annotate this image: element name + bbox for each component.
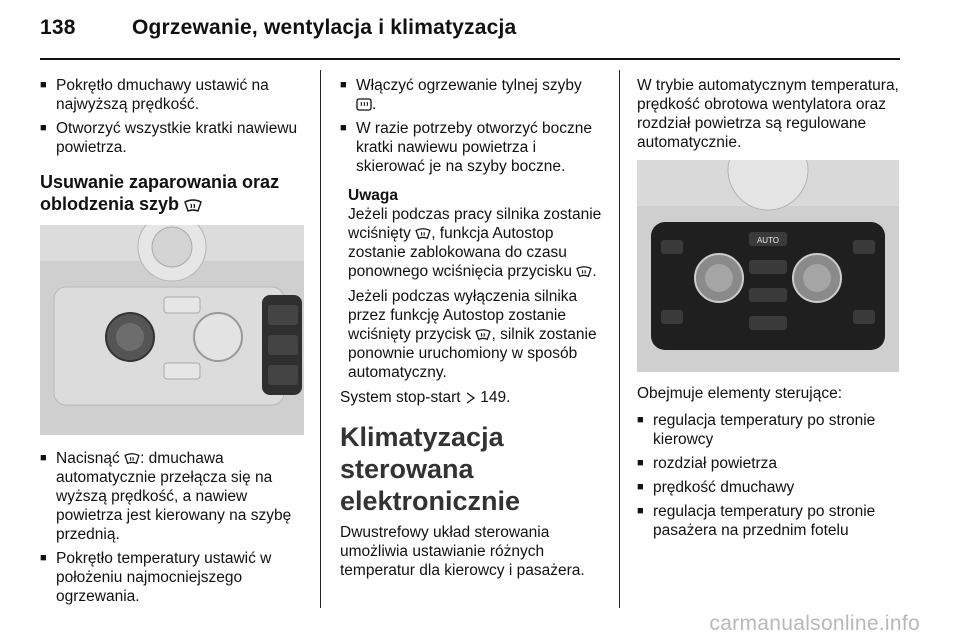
- auto-mode-text: W trybie automatycznym temperatura, prędkość obrotowa wentylatora oraz rozdział powietrza są regulowane automatycznie.: [637, 77, 899, 151]
- windshield-defrost-icon: [124, 452, 140, 465]
- list-item: ■ Nacisnąć : dmuchawa automatycznie przełącza się na wyższą prędkość, a nawiew powietrza jest kierowany na szybę przednią.: [40, 449, 308, 544]
- page-title: Ogrzewanie, wentylacja i klimatyzacja: [132, 16, 517, 39]
- windshield-defrost-icon: [415, 227, 431, 240]
- footer-watermark: carmanualsonline.info: [709, 612, 920, 635]
- auto-button-label: AUTO: [756, 236, 780, 245]
- page-number: 138: [40, 16, 76, 39]
- electronic-climate-panel-photo: [637, 160, 899, 372]
- note-paragraph: Jeżeli podczas wyłączenia silnika przez funkcję Autostop zostanie wciśnięty przycisk , silnik zostanie ponownie uruchomiony w sposób automatyczny.: [348, 288, 597, 381]
- list-item: ■ W razie potrzeby otworzyć boczne kratki nawiewu powietrza i skierować je na szyby boczne.: [340, 119, 604, 176]
- section-title: Klimatyzacja sterowana elektronicznie: [340, 422, 521, 516]
- page-header: [40, 16, 516, 40]
- list-item: ■ Pokrętło dmuchawy ustawić na najwyższą prędkość.: [40, 76, 308, 114]
- windshield-defrost-icon: [184, 198, 202, 213]
- column-divider-2: [619, 70, 620, 608]
- column-2: [340, 76, 604, 588]
- stop-start-reference: System stop-start 149.: [340, 389, 511, 406]
- list-item: ■ Włączyć ogrzewanie tylnej szyby .: [340, 76, 604, 114]
- list-item: ■ Pokrętło temperatury ustawić w położeniu najmocniejszego ogrzewania.: [40, 549, 308, 606]
- climate-panel-photo: [40, 225, 304, 435]
- column-divider-1: [320, 70, 321, 608]
- note-paragraph: Jeżeli podczas pracy silnika zostanie wciśnięty , funkcja Autostop zostanie zablokowana do czasu ponownego wciśnięcia przycisku .: [348, 206, 602, 280]
- note-title: Uwaga: [348, 187, 398, 204]
- header-rule: [40, 58, 900, 60]
- controls-title: Obejmuje elementy sterujące:: [637, 385, 843, 402]
- column-1: [40, 76, 308, 611]
- page-reference-arrow-icon: [465, 392, 476, 404]
- section-text: Dwustrefowy układ sterowania umożliwia ustawianie różnych temperatur dla kierowcy i pasażera.: [340, 524, 585, 579]
- windshield-defrost-icon: [576, 265, 592, 278]
- list-item: ■ regulacja temperatury po stronie pasażera na przednim fotelu: [637, 502, 905, 540]
- list-item: ■ Otworzyć wszystkie kratki nawiewu powietrza.: [40, 119, 308, 157]
- column-3: [637, 76, 905, 545]
- rear-window-heat-icon: [356, 98, 372, 111]
- section-heading: Usuwanie zaparowania oraz oblodzenia szyb: [40, 172, 280, 214]
- list-item: ■ regulacja temperatury po stronie kierowcy: [637, 411, 905, 449]
- list-item: ■ prędkość dmuchawy: [637, 478, 905, 497]
- list-item: ■ rozdział powietrza: [637, 454, 905, 473]
- windshield-defrost-icon: [475, 328, 491, 341]
